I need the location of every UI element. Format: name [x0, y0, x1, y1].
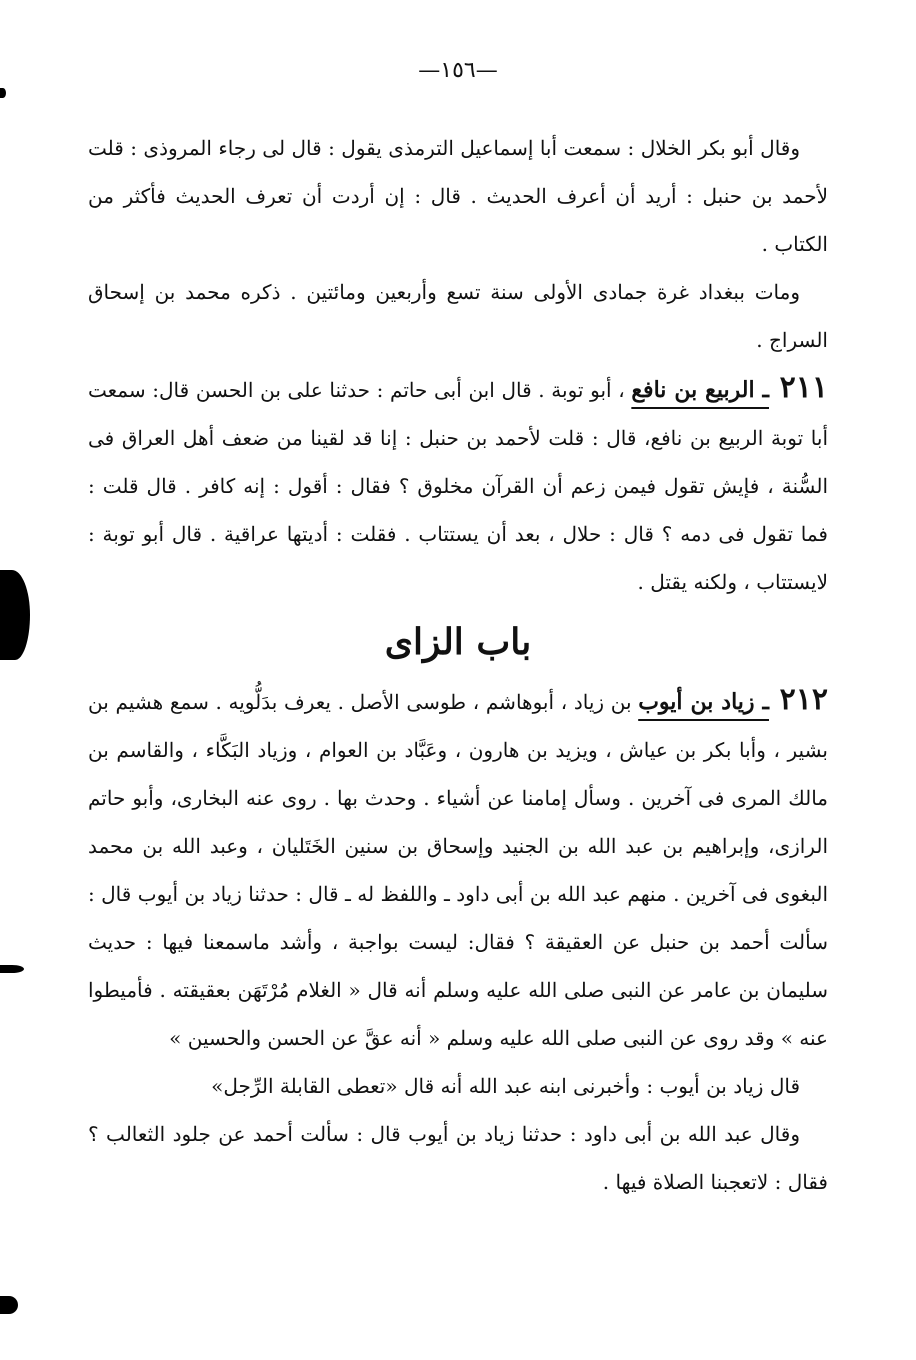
- paragraph-fox-skins: وقال عبد الله بن أبى داود : حدثنا زياد بن أيوب قال : سألت أحمد عن جلود الثعالب ؟ فقال : لاتعجبنا الصلاة فيها .: [88, 1122, 828, 1194]
- entry-name: ـ زياد بن أيوب: [638, 689, 769, 715]
- paragraph-khallal: وقال أبو بكر الخلال : سمعت أبا إسماعيل الترمذى يقول : قال لى رجاء المروذى : قلت لأحمد بن حنبل : أريد أن أعرف الحديث . قال : إن أردت أن تعرف الحديث فأكثر من الكتاب .: [88, 136, 828, 256]
- entry-text: ، أبو توبة . قال ابن أبى حاتم : حدثنا على بن الحسن قال: سمعت أبا توبة الربيع بن نافع، قال : قلت لأحمد بن حنبل : إنا قد لقينا من ضعف أهل العراق فى السُّنة ، فإيش تقول فيمن زعم أن القرآن مخلوق ؟ فقال : أقول : إنه كافر . قال قلت : فما تقول فى دمه ؟ قال : حلال ، بعد أن يستتاب . فقلت : أديتها عراقية . قال أبو توبة : لايستتاب ، ولكنه يقتل .: [88, 378, 828, 594]
- entry-number: ٢١١: [779, 370, 828, 405]
- page-body: [88, 124, 828, 1206]
- ink-blot: [0, 570, 30, 660]
- ink-blot: [0, 965, 24, 973]
- paragraph-ziyad: قال زياد بن أيوب : وأخبرنى ابنه عبد الله أنه قال «تعطى القابلة الرِّجل»: [211, 1074, 800, 1098]
- entry-name: ـ الربيع بن نافع: [631, 377, 769, 403]
- entry-211: [88, 364, 828, 606]
- entry-212: [88, 676, 828, 1062]
- paragraph-death: ومات ببغداد غرة جمادى الأولى سنة تسع وأربعين ومائتين . ذكره محمد بن إسحاق السراج .: [88, 280, 828, 352]
- entry-number: ٢١٢: [779, 682, 828, 717]
- entry-text: بن زياد ، أبوهاشم ، طوسى الأصل . يعرف بدَلُّويه . سمع هشيم بن بشير ، وأبا بكر بن عياش ، ويزيد بن هارون ، وعَبَّاد بن العوام ، وزياد البَكَّاء ، والقاسم بن مالك المرى فى آخرين . وسأل إمامنا عن أشياء . وحدث بها . روى عنه البخارى، وأبو حاتم الرازى، وإبراهيم بن عبد الله بن الجنيد وإسحاق بن سنين الخَتَليان ، وعبد الله بن محمد البغوى فى آخرين . منهم عبد الله بن أبى داود ـ واللفظ له ـ قال : حدثنا زياد بن أيوب قال : سألت أحمد بن حنبل عن العقيقة ؟ فقال: ليست بواجبة ، وأشد ماسمعنا فيها : حديث سليمان بن عامر عن النبى صلى الله عليه وسلم أنه قال « الغلام مُرْتَهَن بعقيقته . فأميطوا عنه » وقد روى عن النبى صلى الله عليه وسلم « أنه عقَّ عن الحسن والحسين »: [88, 690, 828, 1050]
- page-number: —١٥٦—: [418, 58, 498, 83]
- ink-blot: [0, 88, 6, 98]
- section-title: باب الزاى: [384, 621, 532, 663]
- ink-blot: [0, 1296, 18, 1314]
